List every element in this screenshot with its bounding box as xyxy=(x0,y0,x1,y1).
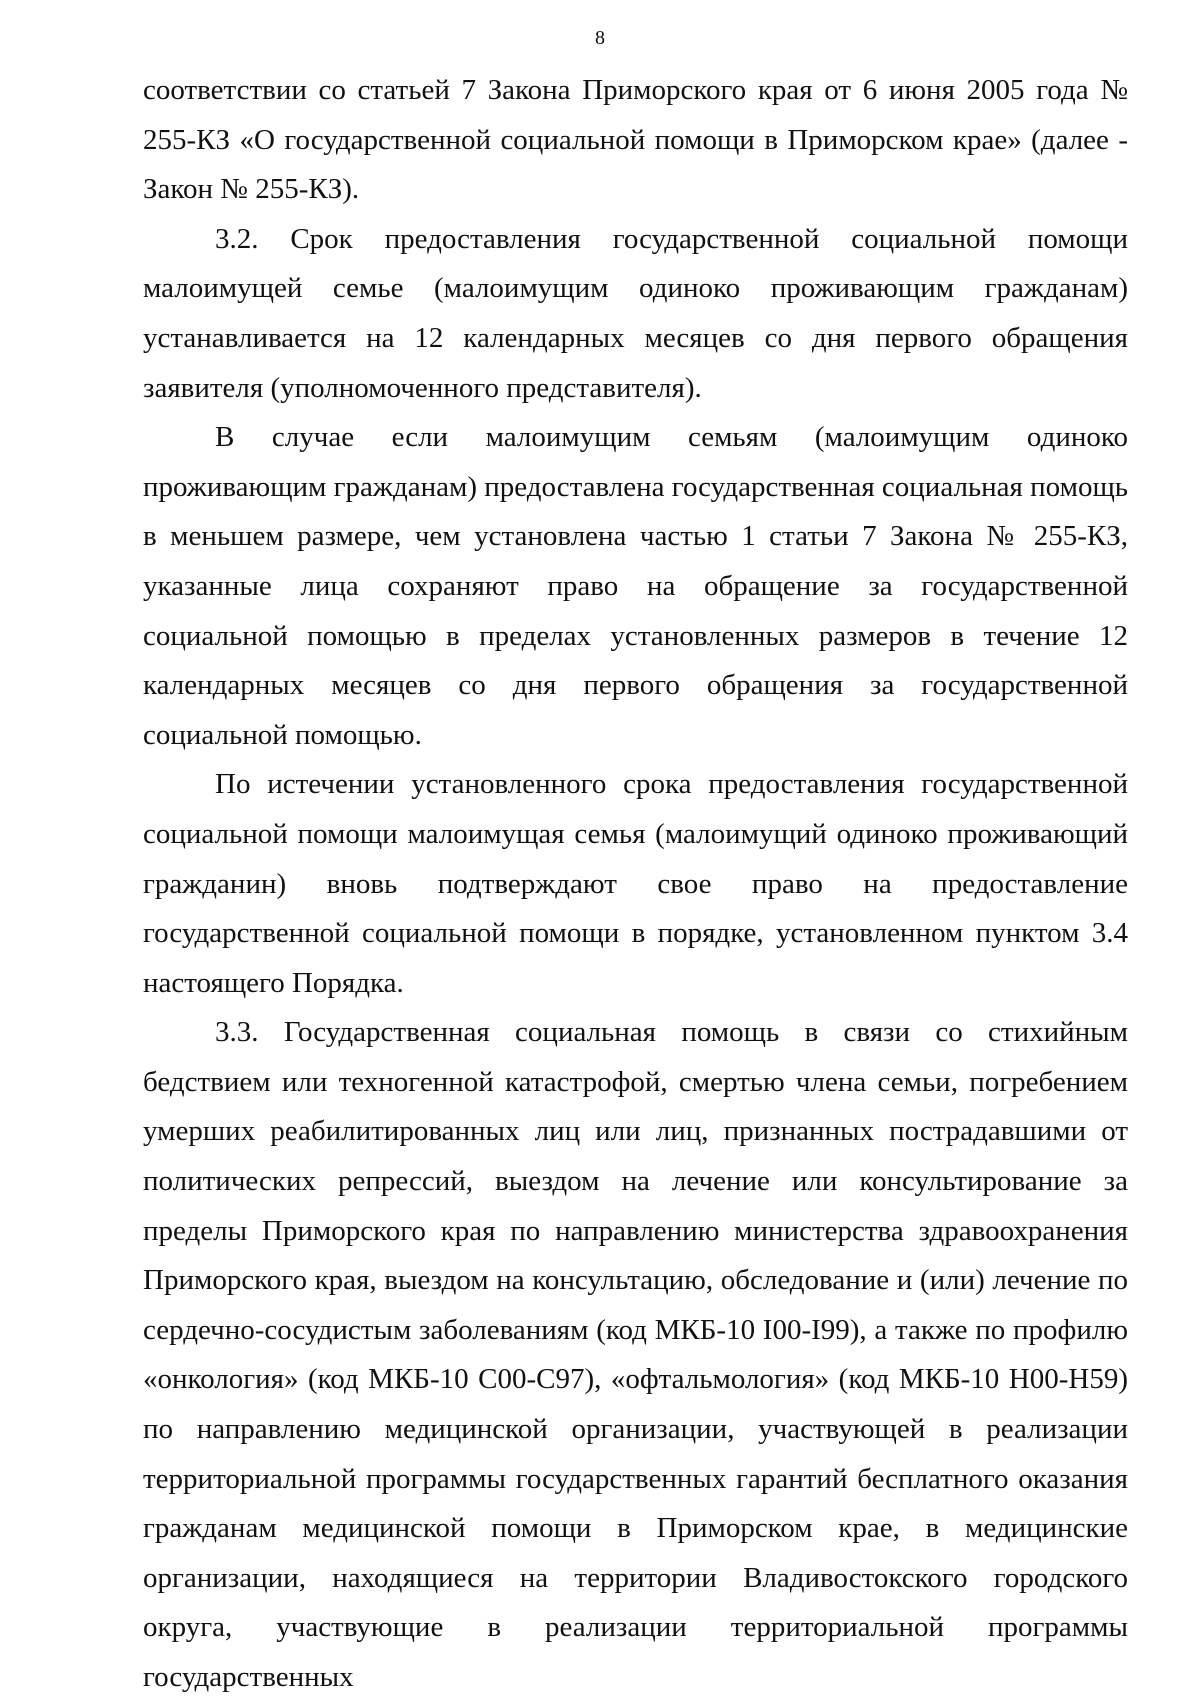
paragraph-term-expiry: По истечении установленного срока предоставления государственной социальной помощи малоимущая семья (малоимущий одиноко проживающий гражданин) вновь подтверждают свое право на предоставление государственной социальной помощи в порядке, установленном пунктом 3.4 настоящего Порядка. xyxy=(143,768,1128,999)
paragraph-continuation: соответствии со статьей 7 Закона Приморского края от 6 июня 2005 года № 255-КЗ «О государственной социальной помощи в Приморском крае» (далее - Закон № 255-КЗ). xyxy=(143,74,1128,206)
paragraph-3-2: 3.2. Срок предоставления государственной социальной помощи малоимущей семье (малоимущим одиноко проживающим гражданам) устанавливается на 12 календарных месяцев со дня первого обращения заявителя (уполномоченного представителя). xyxy=(143,222,1128,404)
paragraph-reduced-aid: В случае если малоимущим семьям (малоимущим одиноко проживающим гражданам) предоставлена государственная социальная помощь в меньшем размере, чем установлена частью 1 статьи 7 Закона № 255-КЗ, указанные лица сохраняют право на обращение за государственной социальной помощью в пределах установленных размеров в течение 12 календарных месяцев со дня первого обращения за государственной социальной помощью. xyxy=(143,421,1128,751)
document-body xyxy=(143,66,1128,1703)
page-number: 8 xyxy=(595,27,605,49)
paragraph-3-3: 3.3. Государственная социальная помощь в связи со стихийным бедствием или техногенной катастрофой, смертью члена семьи, погребением умерших реабилитированных лиц или лиц, признанных пострадавшими от политических репрессий, выездом на лечение или консультирование за пределы Приморского края по направлению министерства здравоохранения Приморского края, выездом на консультацию, обследование и (или) лечение по сердечно-сосудистым заболеваниям (код МКБ-10 I00-I99), а также по профилю «онкология» (код МКБ-10 C00-C97), «офтальмология» (код МКБ-10 H00-H59) по направлению медицинской организации, участвующей в реализации территориальной программы государственных гарантий бесплатного оказания гражданам медицинской помощи в Приморском крае, в медицинские организации, находящиеся на территории Владивостокского городского округа, участвующие в реализации территориальной программы государственных xyxy=(143,1016,1128,1693)
